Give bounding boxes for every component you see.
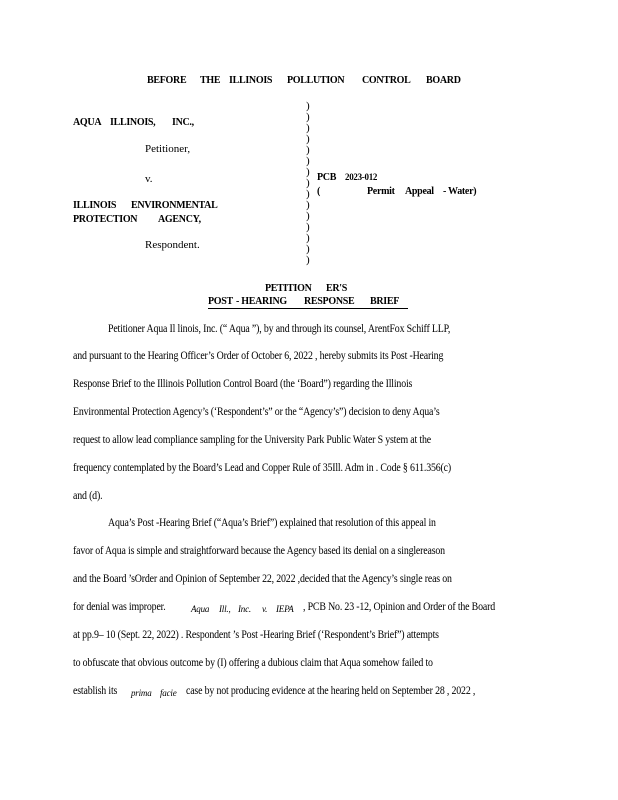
title-word: - HEARING (236, 296, 287, 307)
caption-word: AQUA (73, 117, 102, 128)
respondent-name-line2 (0, 214, 300, 228)
petitioner-role: Petitioner, (145, 143, 191, 155)
p2-line-7b (186, 685, 522, 697)
caption-word: AGENCY, (158, 214, 201, 225)
court-word: POLLUTION (287, 75, 345, 86)
paren: ) (306, 177, 310, 189)
line-text: favor of Aqua is simple and straightforward because the Agency based its denial on a singlereason (73, 545, 445, 557)
p2-line-4b (303, 601, 526, 613)
p2-line-1 (108, 517, 489, 529)
caption-word: ( (317, 186, 321, 197)
caption-word: Appeal (405, 186, 434, 197)
caption-word: PROTECTION (73, 214, 138, 225)
p1-line-4 (73, 406, 499, 418)
p2-line-2 (73, 545, 505, 557)
case-number (0, 172, 618, 186)
citation-word: IEPA (276, 604, 294, 614)
title-line1 (0, 283, 618, 297)
court-word: CONTROL (362, 75, 411, 86)
p1-line-2 (73, 350, 504, 362)
line-text: , PCB No. 23 -12, Opinion and Order of the Board (303, 601, 495, 613)
latin-word: prima (131, 688, 152, 698)
line-text: case by not producing evidence at the hearing held on September 28 , 2022 , (186, 685, 476, 697)
paren: ) (306, 188, 310, 200)
citation-word: Aqua (191, 604, 210, 614)
paren: ) (306, 210, 310, 222)
paren: ) (306, 100, 310, 112)
court-heading (0, 75, 618, 89)
caption-word: - Water) (443, 186, 477, 197)
caption-word: ILLINOIS, (110, 117, 156, 128)
title-word: ER'S (326, 283, 348, 294)
court-word: BOARD (426, 75, 461, 86)
line-text: to obfuscate that obvious outcome by (I) offering a dubious claim that Aqua somehow failed to (73, 657, 433, 669)
p1-line-3 (73, 378, 467, 390)
caption-word: PCB (317, 172, 337, 183)
line-text: Petitioner Aqua Il linois, Inc. (“ Aqua ”), by and through its counsel, ArentFox Schiff LLP, (108, 323, 451, 335)
line-text: establish its (73, 685, 118, 697)
line-text: Environmental Protection Agency’s (‘Respondent’s” or the “Agency’s”) decision to deny Aqua’s (73, 406, 440, 418)
p2-line-3 (73, 573, 514, 585)
title-word: POST (208, 296, 233, 307)
petitioner-name (0, 117, 300, 131)
court-word: ILLINOIS (229, 75, 273, 86)
paren: ) (306, 133, 310, 145)
p2-line-6 (73, 657, 491, 669)
citation-word: Ill., (219, 604, 231, 614)
paren: ) (306, 155, 310, 167)
p1-line-1 (108, 323, 506, 335)
paren: ) (306, 232, 310, 244)
title-word: RESPONSE (304, 296, 355, 307)
paren: ) (306, 166, 310, 178)
paren: ) (306, 111, 310, 123)
title-word: BRIEF (370, 296, 400, 307)
paren: ) (306, 144, 310, 156)
court-word: BEFORE (147, 75, 187, 86)
caption-word: ILLINOIS (73, 200, 117, 211)
title-underline (208, 308, 408, 309)
title-word: PETITION (265, 283, 312, 294)
paren: ) (306, 199, 310, 211)
paren: ) (306, 243, 310, 255)
line-text: and pursuant to the Hearing Officer’s Order of October 6, 2022 , hereby submits its Post -Hearing (73, 350, 444, 362)
p2-line-5 (73, 629, 498, 641)
line-text: Aqua’s Post -Hearing Brief (“Aqua’s Brief”) explained that resolution of this appeal in (108, 517, 436, 529)
p1-line-7 (73, 490, 107, 502)
latin-word: facie (160, 688, 177, 698)
line-text: and (d). (73, 490, 103, 502)
caption-word: 2023-012 (345, 172, 378, 182)
p1-line-5 (73, 434, 489, 446)
court-word: THE (200, 75, 221, 86)
respondent-role: Respondent. (145, 239, 200, 251)
line-text: at pp.9– 10 (Sept. 22, 2022) . Respondent ’s Post -Hearing Brief (‘Respondent’s Brief”) attempts (73, 629, 439, 641)
paren: ) (306, 254, 310, 266)
p1-line-6 (73, 462, 513, 474)
paren: ) (306, 122, 310, 134)
caption-word: Permit (367, 186, 395, 197)
caption-word: ENVIRONMENTAL (131, 200, 218, 211)
paren: ) (306, 221, 310, 233)
line-text: request to allow lead compliance sampling for the University Park Public Water S ystem at the (73, 434, 431, 446)
line-text: frequency contemplated by the Board’s Lead and Copper Rule of 35Ill. Adm in . Code § 611.356(c) (73, 462, 451, 474)
citation-word: Inc. (238, 604, 251, 614)
caption-word: INC., (172, 117, 194, 128)
line-text: Response Brief to the Illinois Pollution Control Board (the ‘Board”) regarding the Illinois (73, 378, 413, 390)
case-type (0, 186, 618, 200)
versus: v. (145, 173, 153, 185)
citation-word: v. (262, 604, 268, 614)
respondent-name-line1 (0, 200, 300, 214)
line-text: for denial was improper. (73, 601, 166, 613)
line-text: and the Board ’sOrder and Opinion of September 22, 2022 ,decided that the Agency’s single reas on (73, 573, 452, 585)
